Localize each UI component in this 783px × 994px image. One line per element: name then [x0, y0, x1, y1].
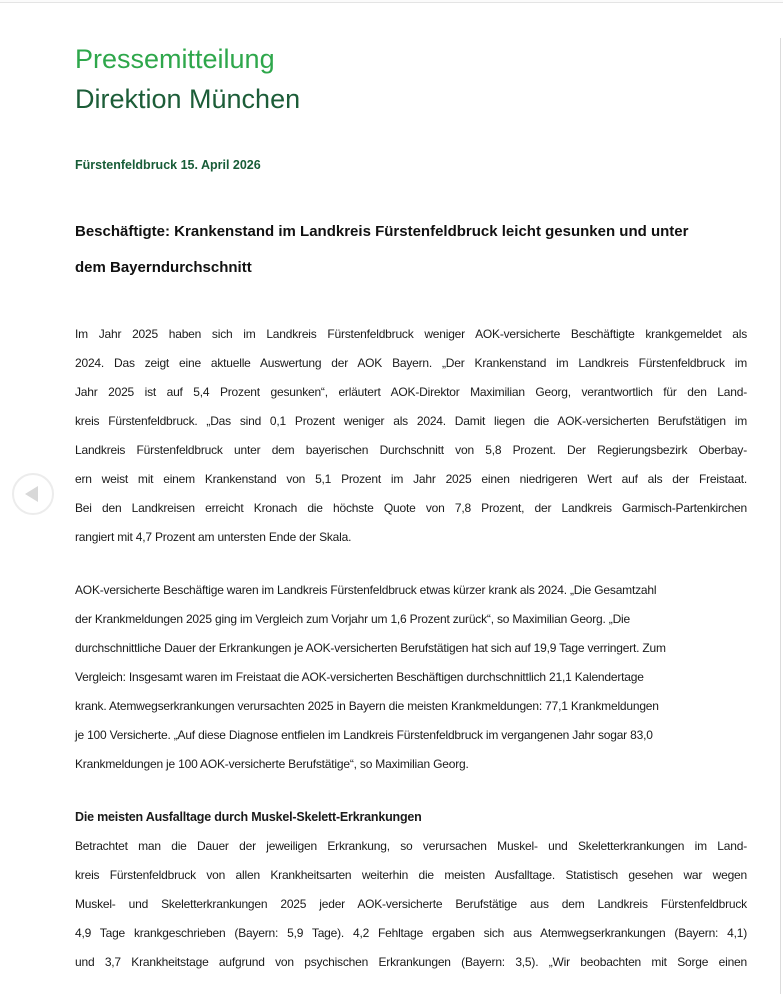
body-line: ern weist mit einem Krankenstand von 5,1 Prozent im Jahr 2025 einen niedrigeren Wert auf als der Freistaat.	[75, 472, 747, 486]
paragraph	[75, 320, 747, 552]
body-line: Vergleich: Insgesamt waren im Freistaat die AOK-versicherten Beschäftigen durchschnittlich 21,1 Kalendertage	[75, 670, 644, 684]
body-line: der Krankmeldungen 2025 ging im Vergleich zum Vorjahr um 1,6 Prozent zurück“, so Maximilian Georg. „Die	[75, 612, 631, 626]
direction-title: Direktion München	[75, 84, 301, 114]
body-line: und 3,7 Krankheitstage aufgrund von psychischen Erkrankungen (Bayern: 3,5). „Wir beobachten mit Sorge einen	[75, 955, 747, 969]
body-line: Bei den Landkreisen erreicht Kronach die höchste Quote von 7,8 Prozent, der Landkreis Garmisch-Partenkirchen	[75, 501, 747, 515]
body-line: krank. Atemwegserkrankungen verursachten 2025 in Bayern die meisten Krankmeldungen: 77,1 Krankmeldungen	[75, 699, 659, 713]
publication-type-title: Pressemitteilung	[75, 44, 275, 74]
paragraph	[75, 803, 747, 977]
section-heading: Die meisten Ausfalltage durch Muskel-Skelett-Erkrankungen	[75, 810, 422, 824]
body-line: 4,9 Tage krankgeschrieben (Bayern: 5,9 Tage). 4,2 Fehltage ergaben sich aus Atemwegserkrankungen (Bayern: 4,1)	[75, 926, 747, 940]
body-line: Betrachtet man die Dauer der jeweiligen Erkrankung, so verursachen Muskel- und Skeletterkrankungen im Land-	[75, 839, 747, 853]
body-line: kreis Fürstenfeldbruck von allen Krankheitsarten weiterhin die meisten Ausfalltage. Statistisch gesehen war wegen	[75, 868, 747, 882]
body-line: Landkreis Fürstenfeldbruck unter dem bayerischen Durchschnitt von 5,8 Prozent. Der Regierungsbezirk Oberbay-	[75, 443, 747, 457]
body-line: durchschnittliche Dauer der Erkrankungen je AOK-versicherten Berufstätigen hat sich auf 19,9 Tage verringert. Zum	[75, 641, 666, 655]
paragraph	[75, 576, 747, 779]
headline-line: dem Bayerndurchschnitt	[75, 259, 252, 276]
headline	[75, 214, 747, 286]
body-line: AOK-versicherte Beschäftige waren im Landkreis Fürstenfeldbruck etwas kürzer krank als 2024. „Die Gesamtzahl	[75, 583, 657, 597]
body-line: Jahr 2025 ist auf 5,4 Prozent gesunken“, erläutert AOK-Direktor Maximilian Georg, verantwortlich für den Land-	[75, 385, 747, 399]
body-line: je 100 Versicherte. „Auf diese Diagnose entfielen im Landkreis Fürstenfeldbruck im vergangenen Jahr sogar 83,0	[75, 728, 653, 742]
dateline: Fürstenfeldbruck 15. April 2026	[75, 158, 261, 172]
triangle-left-icon	[25, 486, 38, 502]
body-line: rangiert mit 4,7 Prozent am untersten Ende der Skala.	[75, 530, 352, 544]
body-line: Muskel- und Skeletterkrankungen 2025 jeder AOK-versicherte Berufstätige aus dem Landkreis Fürstenfeldbruck	[75, 897, 747, 911]
page-right-edge	[780, 38, 781, 994]
body-line: 2024. Das zeigt eine aktuelle Auswertung der AOK Bayern. „Der Krankenstand im Landkreis Fürstenfeldbruck im	[75, 356, 747, 370]
body-line: Im Jahr 2025 haben sich im Landkreis Fürstenfeldbruck weniger AOK-versicherte Beschäftigte krankgemeldet als	[75, 327, 747, 341]
body-line: Krankmeldungen je 100 AOK-versicherte Berufstätige“, so Maximilian Georg.	[75, 757, 469, 771]
top-divider	[0, 0, 783, 3]
previous-page-button[interactable]	[12, 473, 54, 515]
body-line: kreis Fürstenfeldbruck. „Das sind 0,1 Prozent weniger als 2024. Damit liegen die AOK-versicherten Berufstätigen im	[75, 414, 747, 428]
body-text	[75, 320, 747, 977]
headline-line: Beschäftigte: Krankenstand im Landkreis Fürstenfeldbruck leicht gesunken und unter	[75, 223, 689, 240]
